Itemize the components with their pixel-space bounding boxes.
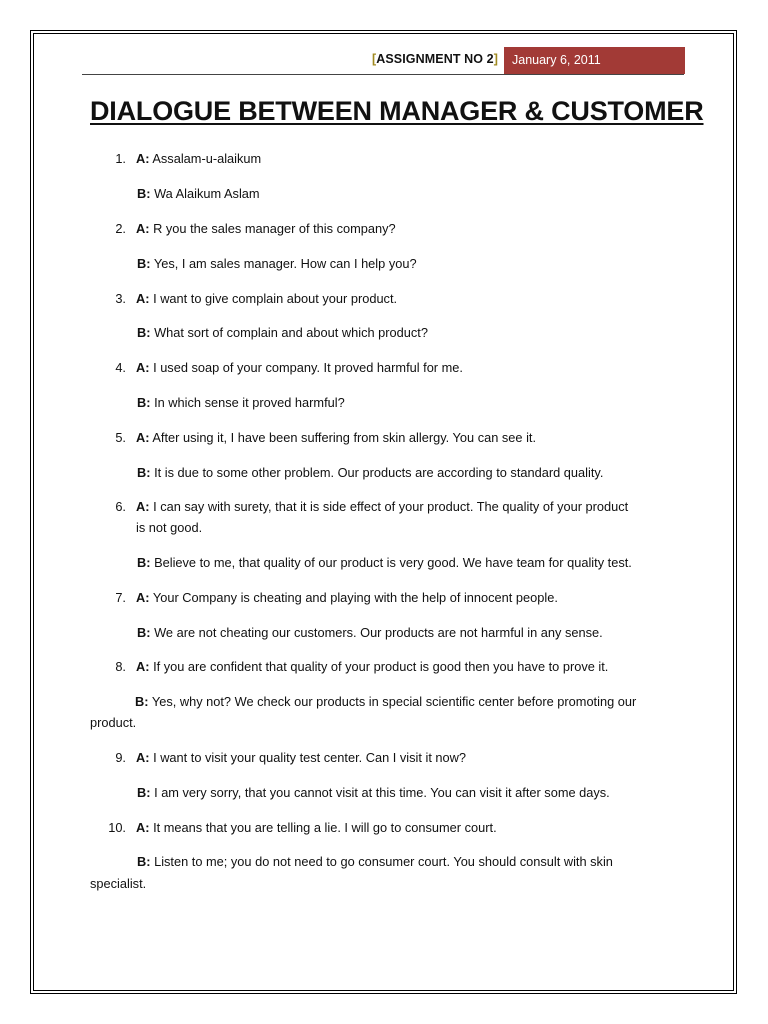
item-number: 3.: [115, 291, 126, 306]
dialogue-5-b: [137, 462, 603, 483]
speaker-a-label: A:: [136, 590, 150, 605]
speaker-b-label: B:: [137, 785, 151, 800]
speaker-b-text: Yes, I am sales manager. How can I help you?: [153, 256, 417, 271]
speaker-b-text: We are not cheating our customers. Our products are not harmful in any sense.: [154, 625, 603, 640]
item-number: 10.: [108, 820, 126, 835]
bracket-close: ]: [493, 52, 498, 66]
speaker-a-label: A:: [136, 151, 150, 166]
speaker-a-text: Assalam-u-alaikum: [152, 151, 262, 166]
speaker-b-text-line1: Listen to me; you do not need to go consumer court. You should consult with skin: [154, 854, 613, 869]
speaker-b-label: B:: [137, 555, 151, 570]
speaker-b-text: Believe to me, that quality of our product is very good. We have team for quality test.: [154, 555, 632, 570]
speaker-a-label: A:: [136, 750, 150, 765]
speaker-a-text: I used soap of your company. It proved harmful for me.: [153, 360, 463, 375]
speaker-b-text: Wa Alaikum Aslam: [154, 186, 260, 201]
speaker-a-text: If you are confident that quality of your product is good then you have to prove it.: [153, 659, 609, 674]
dialogue-8-b-cont: [90, 712, 136, 733]
speaker-b-text: I am very sorry, that you cannot visit at this time. You can visit it after some days.: [154, 785, 610, 800]
dialogue-10-b-cont: [90, 873, 146, 894]
assignment-text: ASSIGNMENT NO 2: [376, 52, 494, 66]
dialogue-9-b: [137, 782, 610, 803]
dialogue-6-b: [137, 552, 632, 573]
dialogue-4-b: [137, 392, 345, 413]
speaker-b-label: B:: [137, 465, 151, 480]
speaker-b-label: B:: [137, 186, 151, 201]
dialogue-2-b: [137, 253, 417, 274]
speaker-b-label: B:: [137, 854, 151, 869]
speaker-b-label: B:: [137, 395, 151, 410]
speaker-b-label: B:: [137, 256, 151, 271]
bracket-open: [: [371, 52, 377, 66]
speaker-a-label: A:: [136, 659, 150, 674]
dialogue-3-b: [137, 322, 428, 343]
date-box: [504, 47, 685, 74]
speaker-b-label: B:: [137, 625, 151, 640]
speaker-a-label: A:: [136, 820, 150, 835]
assignment-label: [330, 52, 498, 66]
speaker-a-label: A:: [136, 360, 150, 375]
item-number: 4.: [115, 360, 126, 375]
item-number: 5.: [115, 430, 126, 445]
speaker-b-text-line1: Yes, why not? We check our products in special scientific center before promoting our: [151, 694, 637, 709]
speaker-b-text: In which sense it proved harmful?: [154, 395, 345, 410]
dialogue-1-b: [137, 183, 260, 204]
speaker-a-text: I want to give complain about your product.: [153, 291, 398, 306]
item-number: 1.: [115, 151, 126, 166]
speaker-a-label: A:: [136, 430, 150, 445]
speaker-b-text-line2: product.: [90, 715, 137, 730]
item-number: 2.: [115, 221, 126, 236]
dialogue-10-b: [137, 851, 613, 872]
header-rule: [82, 74, 684, 75]
item-number: 8.: [115, 659, 126, 674]
speaker-a-text: R you the sales manager of this company?: [153, 221, 396, 236]
speaker-a-label: A:: [136, 221, 150, 236]
speaker-b-text: It is due to some other problem. Our products are according to standard quality.: [154, 465, 604, 480]
speaker-a-text-line1: I can say with surety, that it is side effect of your product. The quality of your product: [153, 499, 629, 514]
speaker-b-label: B:: [135, 694, 149, 709]
speaker-a-text: It means that you are telling a lie. I will go to consumer court.: [153, 820, 497, 835]
speaker-a-label: A:: [136, 291, 150, 306]
date-text: January 6, 2011: [512, 53, 601, 67]
speaker-b-label: B:: [137, 325, 151, 340]
dialogue-6-a-cont: [136, 517, 202, 538]
speaker-b-text: What sort of complain and about which product?: [154, 325, 428, 340]
dialogue-7-b: [137, 622, 603, 643]
speaker-a-text: Your Company is cheating and playing with the help of innocent people.: [152, 590, 558, 605]
speaker-a-text-line2: is not good.: [136, 520, 203, 535]
speaker-a-label: A:: [136, 499, 150, 514]
page-title: DIALOGUE BETWEEN MANAGER & CUSTOMER: [90, 96, 704, 126]
speaker-a-text: After using it, I have been suffering from skin allergy. You can see it.: [152, 430, 537, 445]
item-number: 7.: [115, 590, 126, 605]
speaker-b-text-line2: specialist.: [90, 876, 147, 891]
dialogue-8-b: [135, 691, 636, 712]
speaker-a-text: I want to visit your quality test center. Can I visit it now?: [153, 750, 467, 765]
item-number: 6.: [115, 499, 126, 514]
item-number: 9.: [115, 750, 126, 765]
